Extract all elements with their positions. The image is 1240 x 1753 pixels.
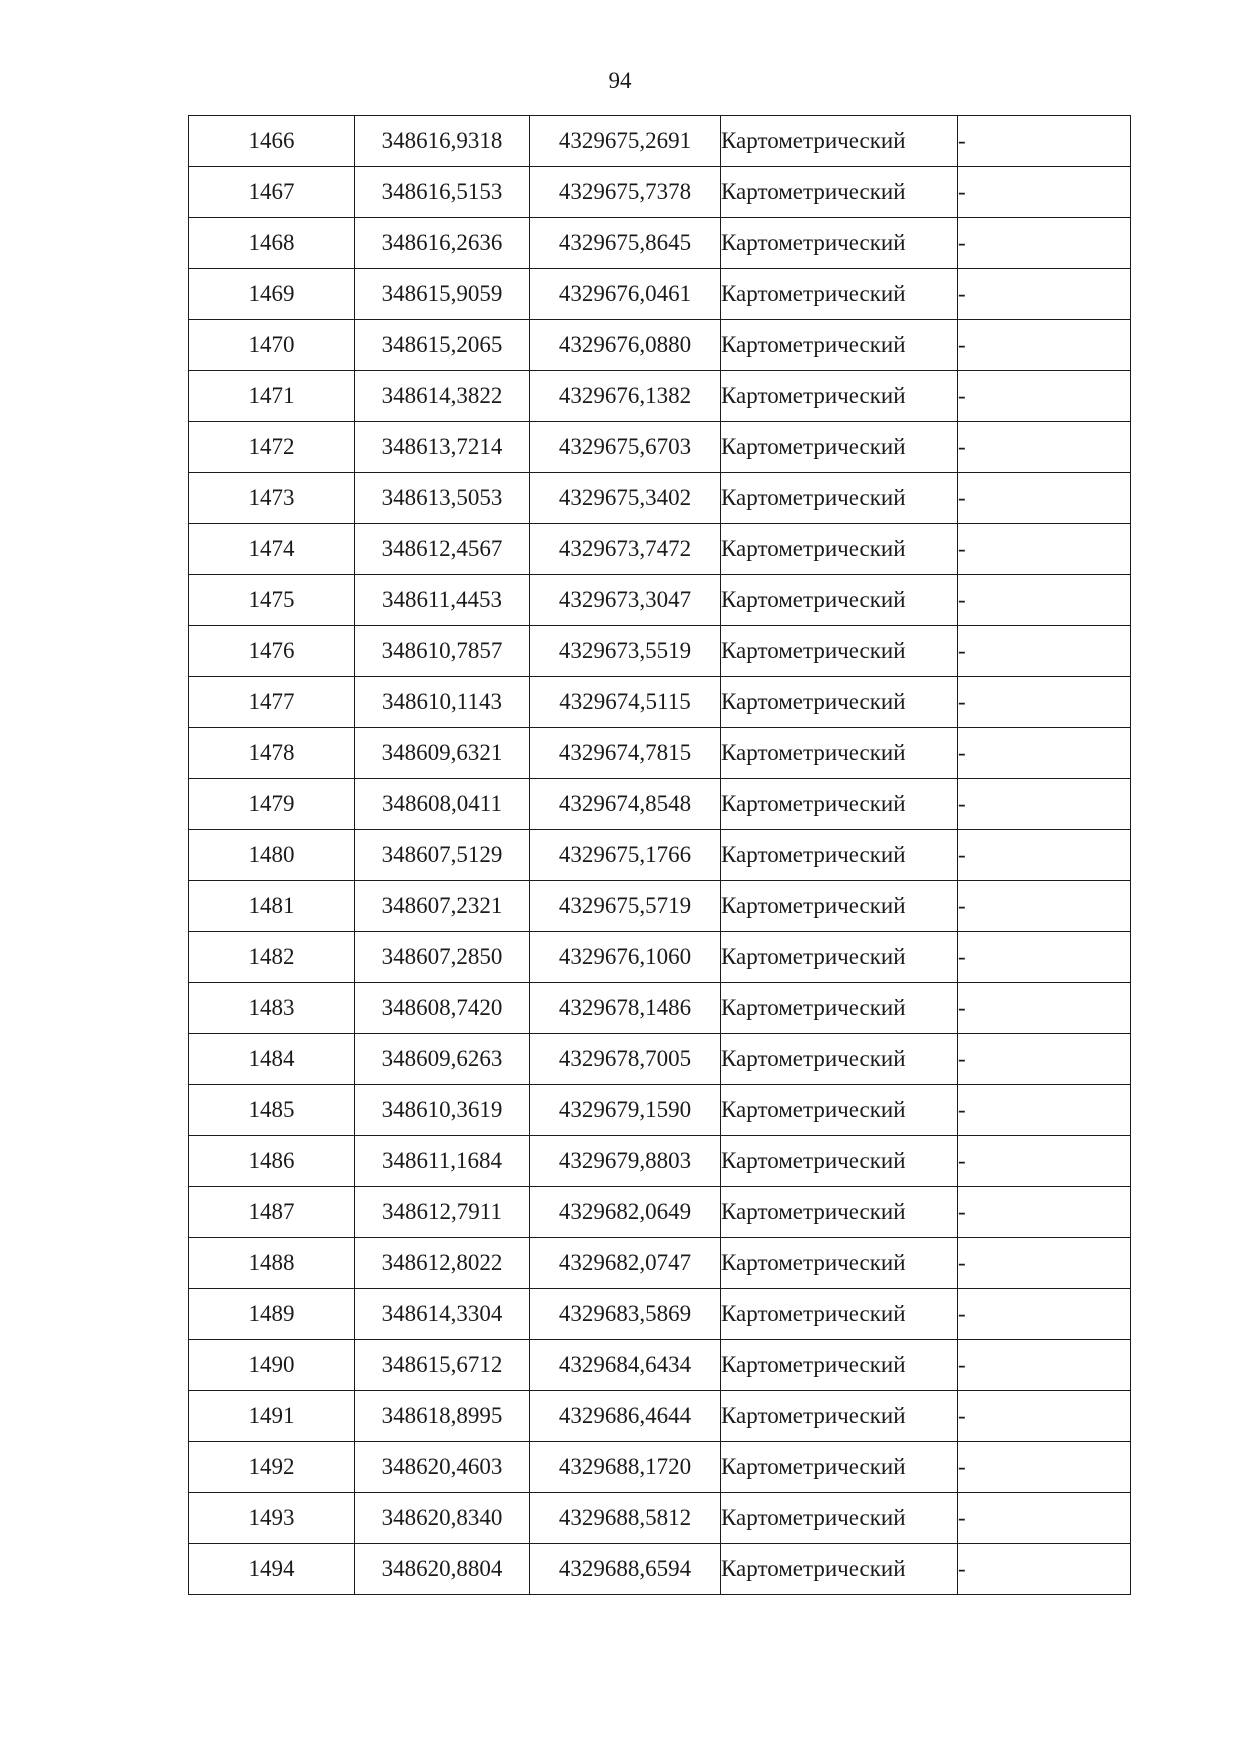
method-cell: Картометрический [721, 1442, 958, 1493]
point-number-cell: 1473 [189, 473, 355, 524]
y-coordinate-cell: 4329675,2691 [530, 116, 721, 167]
note-cell: - [958, 1391, 1131, 1442]
note-cell: - [958, 524, 1131, 575]
point-number-cell: 1489 [189, 1289, 355, 1340]
table-row [189, 116, 1131, 167]
table-row [189, 1442, 1131, 1493]
x-coordinate-cell: 348612,8022 [355, 1238, 530, 1289]
table-row [189, 1544, 1131, 1595]
point-number-cell: 1488 [189, 1238, 355, 1289]
y-coordinate-cell: 4329675,6703 [530, 422, 721, 473]
note-cell: - [958, 983, 1131, 1034]
x-coordinate-cell: 348607,2321 [355, 881, 530, 932]
y-coordinate-cell: 4329688,6594 [530, 1544, 721, 1595]
point-number-cell: 1484 [189, 1034, 355, 1085]
note-cell: - [958, 1136, 1131, 1187]
y-coordinate-cell: 4329688,1720 [530, 1442, 721, 1493]
point-number-cell: 1482 [189, 932, 355, 983]
x-coordinate-cell: 348614,3304 [355, 1289, 530, 1340]
point-number-cell: 1471 [189, 371, 355, 422]
note-cell: - [958, 1340, 1131, 1391]
table-row [189, 677, 1131, 728]
point-number-cell: 1478 [189, 728, 355, 779]
coordinates-table [188, 115, 1131, 1595]
table-row [189, 371, 1131, 422]
x-coordinate-cell: 348616,9318 [355, 116, 530, 167]
table-row [189, 1034, 1131, 1085]
y-coordinate-cell: 4329675,7378 [530, 167, 721, 218]
method-cell: Картометрический [721, 116, 958, 167]
point-number-cell: 1476 [189, 626, 355, 677]
x-coordinate-cell: 348615,2065 [355, 320, 530, 371]
x-coordinate-cell: 348613,5053 [355, 473, 530, 524]
x-coordinate-cell: 348607,5129 [355, 830, 530, 881]
y-coordinate-cell: 4329682,0747 [530, 1238, 721, 1289]
y-coordinate-cell: 4329674,8548 [530, 779, 721, 830]
note-cell: - [958, 116, 1131, 167]
point-number-cell: 1475 [189, 575, 355, 626]
y-coordinate-cell: 4329676,1060 [530, 932, 721, 983]
y-coordinate-cell: 4329679,8803 [530, 1136, 721, 1187]
note-cell: - [958, 1085, 1131, 1136]
method-cell: Картометрический [721, 779, 958, 830]
method-cell: Картометрический [721, 1391, 958, 1442]
method-cell: Картометрический [721, 1085, 958, 1136]
point-number-cell: 1481 [189, 881, 355, 932]
table-row [189, 1391, 1131, 1442]
method-cell: Картометрический [721, 677, 958, 728]
method-cell: Картометрический [721, 167, 958, 218]
method-cell: Картометрический [721, 269, 958, 320]
table-row [189, 473, 1131, 524]
table-row [189, 575, 1131, 626]
method-cell: Картометрический [721, 320, 958, 371]
y-coordinate-cell: 4329683,5869 [530, 1289, 721, 1340]
method-cell: Картометрический [721, 830, 958, 881]
x-coordinate-cell: 348614,3822 [355, 371, 530, 422]
x-coordinate-cell: 348607,2850 [355, 932, 530, 983]
point-number-cell: 1467 [189, 167, 355, 218]
y-coordinate-cell: 4329673,3047 [530, 575, 721, 626]
x-coordinate-cell: 348615,6712 [355, 1340, 530, 1391]
y-coordinate-cell: 4329678,7005 [530, 1034, 721, 1085]
y-coordinate-cell: 4329684,6434 [530, 1340, 721, 1391]
x-coordinate-cell: 348611,4453 [355, 575, 530, 626]
x-coordinate-cell: 348620,8340 [355, 1493, 530, 1544]
x-coordinate-cell: 348610,3619 [355, 1085, 530, 1136]
note-cell: - [958, 1238, 1131, 1289]
x-coordinate-cell: 348608,0411 [355, 779, 530, 830]
table-row [189, 269, 1131, 320]
table-row [189, 1289, 1131, 1340]
method-cell: Картометрический [721, 524, 958, 575]
y-coordinate-cell: 4329678,1486 [530, 983, 721, 1034]
method-cell: Картометрический [721, 422, 958, 473]
table-row [189, 167, 1131, 218]
y-coordinate-cell: 4329673,7472 [530, 524, 721, 575]
table-row [189, 881, 1131, 932]
table-row [189, 1187, 1131, 1238]
note-cell: - [958, 167, 1131, 218]
table-row [189, 1136, 1131, 1187]
y-coordinate-cell: 4329674,7815 [530, 728, 721, 779]
method-cell: Картометрический [721, 1187, 958, 1238]
x-coordinate-cell: 348613,7214 [355, 422, 530, 473]
x-coordinate-cell: 348616,2636 [355, 218, 530, 269]
y-coordinate-cell: 4329674,5115 [530, 677, 721, 728]
method-cell: Картометрический [721, 1289, 958, 1340]
point-number-cell: 1468 [189, 218, 355, 269]
x-coordinate-cell: 348610,1143 [355, 677, 530, 728]
method-cell: Картометрический [721, 1034, 958, 1085]
note-cell: - [958, 575, 1131, 626]
y-coordinate-cell: 4329688,5812 [530, 1493, 721, 1544]
method-cell: Картометрический [721, 983, 958, 1034]
note-cell: - [958, 779, 1131, 830]
y-coordinate-cell: 4329682,0649 [530, 1187, 721, 1238]
y-coordinate-cell: 4329676,0461 [530, 269, 721, 320]
coordinates-table-body [189, 116, 1131, 1595]
point-number-cell: 1487 [189, 1187, 355, 1238]
y-coordinate-cell: 4329679,1590 [530, 1085, 721, 1136]
note-cell: - [958, 269, 1131, 320]
point-number-cell: 1493 [189, 1493, 355, 1544]
x-coordinate-cell: 348612,4567 [355, 524, 530, 575]
table-row [189, 1340, 1131, 1391]
page-number: 94 [608, 68, 632, 93]
note-cell: - [958, 932, 1131, 983]
x-coordinate-cell: 348620,8804 [355, 1544, 530, 1595]
note-cell: - [958, 473, 1131, 524]
x-coordinate-cell: 348608,7420 [355, 983, 530, 1034]
x-coordinate-cell: 348609,6263 [355, 1034, 530, 1085]
point-number-cell: 1490 [189, 1340, 355, 1391]
method-cell: Картометрический [721, 1238, 958, 1289]
point-number-cell: 1486 [189, 1136, 355, 1187]
table-row [189, 524, 1131, 575]
note-cell: - [958, 881, 1131, 932]
table-row [189, 932, 1131, 983]
point-number-cell: 1494 [189, 1544, 355, 1595]
note-cell: - [958, 371, 1131, 422]
table-row [189, 422, 1131, 473]
point-number-cell: 1466 [189, 116, 355, 167]
x-coordinate-cell: 348618,8995 [355, 1391, 530, 1442]
y-coordinate-cell: 4329675,3402 [530, 473, 721, 524]
note-cell: - [958, 626, 1131, 677]
point-number-cell: 1477 [189, 677, 355, 728]
x-coordinate-cell: 348615,9059 [355, 269, 530, 320]
table-row [189, 1238, 1131, 1289]
method-cell: Картометрический [721, 575, 958, 626]
table-row [189, 218, 1131, 269]
table-row [189, 779, 1131, 830]
method-cell: Картометрический [721, 1340, 958, 1391]
point-number-cell: 1491 [189, 1391, 355, 1442]
point-number-cell: 1492 [189, 1442, 355, 1493]
table-row [189, 830, 1131, 881]
note-cell: - [958, 1544, 1131, 1595]
x-coordinate-cell: 348612,7911 [355, 1187, 530, 1238]
note-cell: - [958, 1493, 1131, 1544]
table-row [189, 1493, 1131, 1544]
x-coordinate-cell: 348620,4603 [355, 1442, 530, 1493]
point-number-cell: 1470 [189, 320, 355, 371]
point-number-cell: 1474 [189, 524, 355, 575]
method-cell: Картометрический [721, 1136, 958, 1187]
note-cell: - [958, 218, 1131, 269]
point-number-cell: 1480 [189, 830, 355, 881]
note-cell: - [958, 422, 1131, 473]
table-row [189, 728, 1131, 779]
y-coordinate-cell: 4329676,0880 [530, 320, 721, 371]
x-coordinate-cell: 348609,6321 [355, 728, 530, 779]
method-cell: Картометрический [721, 1493, 958, 1544]
method-cell: Картометрический [721, 626, 958, 677]
note-cell: - [958, 1187, 1131, 1238]
method-cell: Картометрический [721, 932, 958, 983]
y-coordinate-cell: 4329673,5519 [530, 626, 721, 677]
note-cell: - [958, 728, 1131, 779]
table-row [189, 983, 1131, 1034]
note-cell: - [958, 320, 1131, 371]
x-coordinate-cell: 348616,5153 [355, 167, 530, 218]
x-coordinate-cell: 348610,7857 [355, 626, 530, 677]
method-cell: Картометрический [721, 473, 958, 524]
note-cell: - [958, 1034, 1131, 1085]
point-number-cell: 1485 [189, 1085, 355, 1136]
y-coordinate-cell: 4329686,4644 [530, 1391, 721, 1442]
point-number-cell: 1472 [189, 422, 355, 473]
y-coordinate-cell: 4329676,1382 [530, 371, 721, 422]
table-row [189, 320, 1131, 371]
table-row [189, 1085, 1131, 1136]
method-cell: Картометрический [721, 371, 958, 422]
method-cell: Картометрический [721, 881, 958, 932]
note-cell: - [958, 1289, 1131, 1340]
y-coordinate-cell: 4329675,5719 [530, 881, 721, 932]
point-number-cell: 1469 [189, 269, 355, 320]
point-number-cell: 1483 [189, 983, 355, 1034]
point-number-cell: 1479 [189, 779, 355, 830]
method-cell: Картометрический [721, 728, 958, 779]
method-cell: Картометрический [721, 218, 958, 269]
note-cell: - [958, 1442, 1131, 1493]
y-coordinate-cell: 4329675,1766 [530, 830, 721, 881]
table-row [189, 626, 1131, 677]
method-cell: Картометрический [721, 1544, 958, 1595]
note-cell: - [958, 830, 1131, 881]
note-cell: - [958, 677, 1131, 728]
y-coordinate-cell: 4329675,8645 [530, 218, 721, 269]
x-coordinate-cell: 348611,1684 [355, 1136, 530, 1187]
